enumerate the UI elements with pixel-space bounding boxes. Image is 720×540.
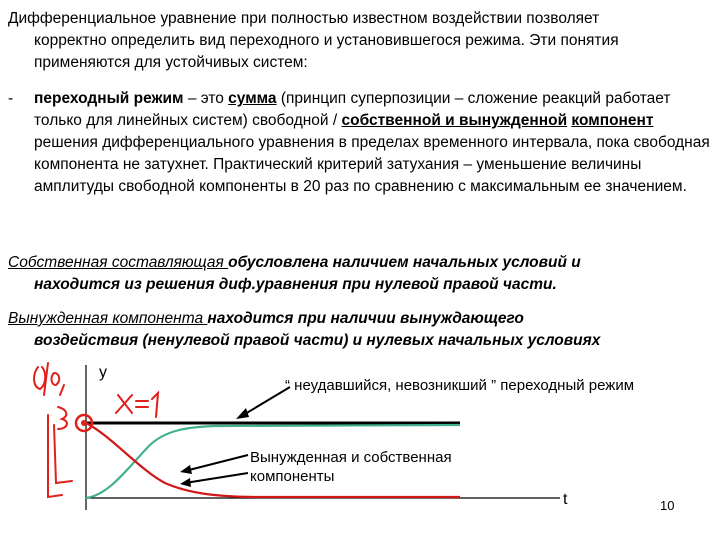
page-number: 10 <box>660 498 675 513</box>
t-axis-label: t <box>563 491 568 508</box>
components-arrow-lower <box>185 473 248 483</box>
bullet-term: переходный режим <box>34 90 184 107</box>
bullet-component: компонент <box>571 112 654 129</box>
components-arrow-lower-head <box>180 478 191 487</box>
own-component-paragraph <box>8 252 714 296</box>
bullet-text-2: (принцип суперпозиции – сложение реакций работает только для линейных систем) свободной / <box>34 90 671 129</box>
transient-bullet <box>8 88 714 198</box>
bullet-sum: сумма <box>228 90 277 107</box>
bullet-text-3: решения дифференциального уравнения в пределах временного интервала, пока свободная компонента не затухнет. Практический критерий затухания – уменьшение величины амплитуды свободной компоненты в 20 раз по сравнению с максимальным ее значением. <box>34 134 710 195</box>
forced-rest: воздействия (ненулевой правой части) и нулевых начальных условиях <box>34 332 601 349</box>
intro-line1: Дифференциальное уравнение при полностью известном воздействии позволяет <box>8 10 600 27</box>
bullet-dash: - <box>8 90 14 107</box>
own-line1: обусловлена наличием начальных условий и <box>228 254 581 271</box>
initial-point-dot <box>81 420 87 426</box>
bullet-own-forced: собственной и вынужденной <box>341 112 568 129</box>
forced-component-paragraph <box>8 308 714 352</box>
intro-rest: корректно определить вид переходного и установившегося режима. Эти понятия применяются для устойчивых систем: <box>34 32 619 71</box>
components-arrow-upper-head <box>180 465 192 474</box>
forced-line1: находится при наличии вынуждающего <box>207 310 524 327</box>
own-rest: находится из решения диф.уравнения при нулевой правой части. <box>34 276 557 293</box>
components-label: Вынужденная и собственная компоненты <box>250 449 452 485</box>
components-arrow-upper <box>185 455 248 471</box>
bullet-text-1: – это <box>183 90 229 107</box>
y-axis-label: y <box>99 364 107 381</box>
bullet-body <box>8 88 714 198</box>
own-term: Собственная составляющая <box>8 254 229 271</box>
forced-term: Вынужденная компонента <box>8 310 208 327</box>
intro-paragraph <box>8 8 714 74</box>
failed-transient-label: “ неудавшийся, невозникший ” переходный режим <box>285 377 635 394</box>
failed-arrow-head <box>236 408 249 419</box>
